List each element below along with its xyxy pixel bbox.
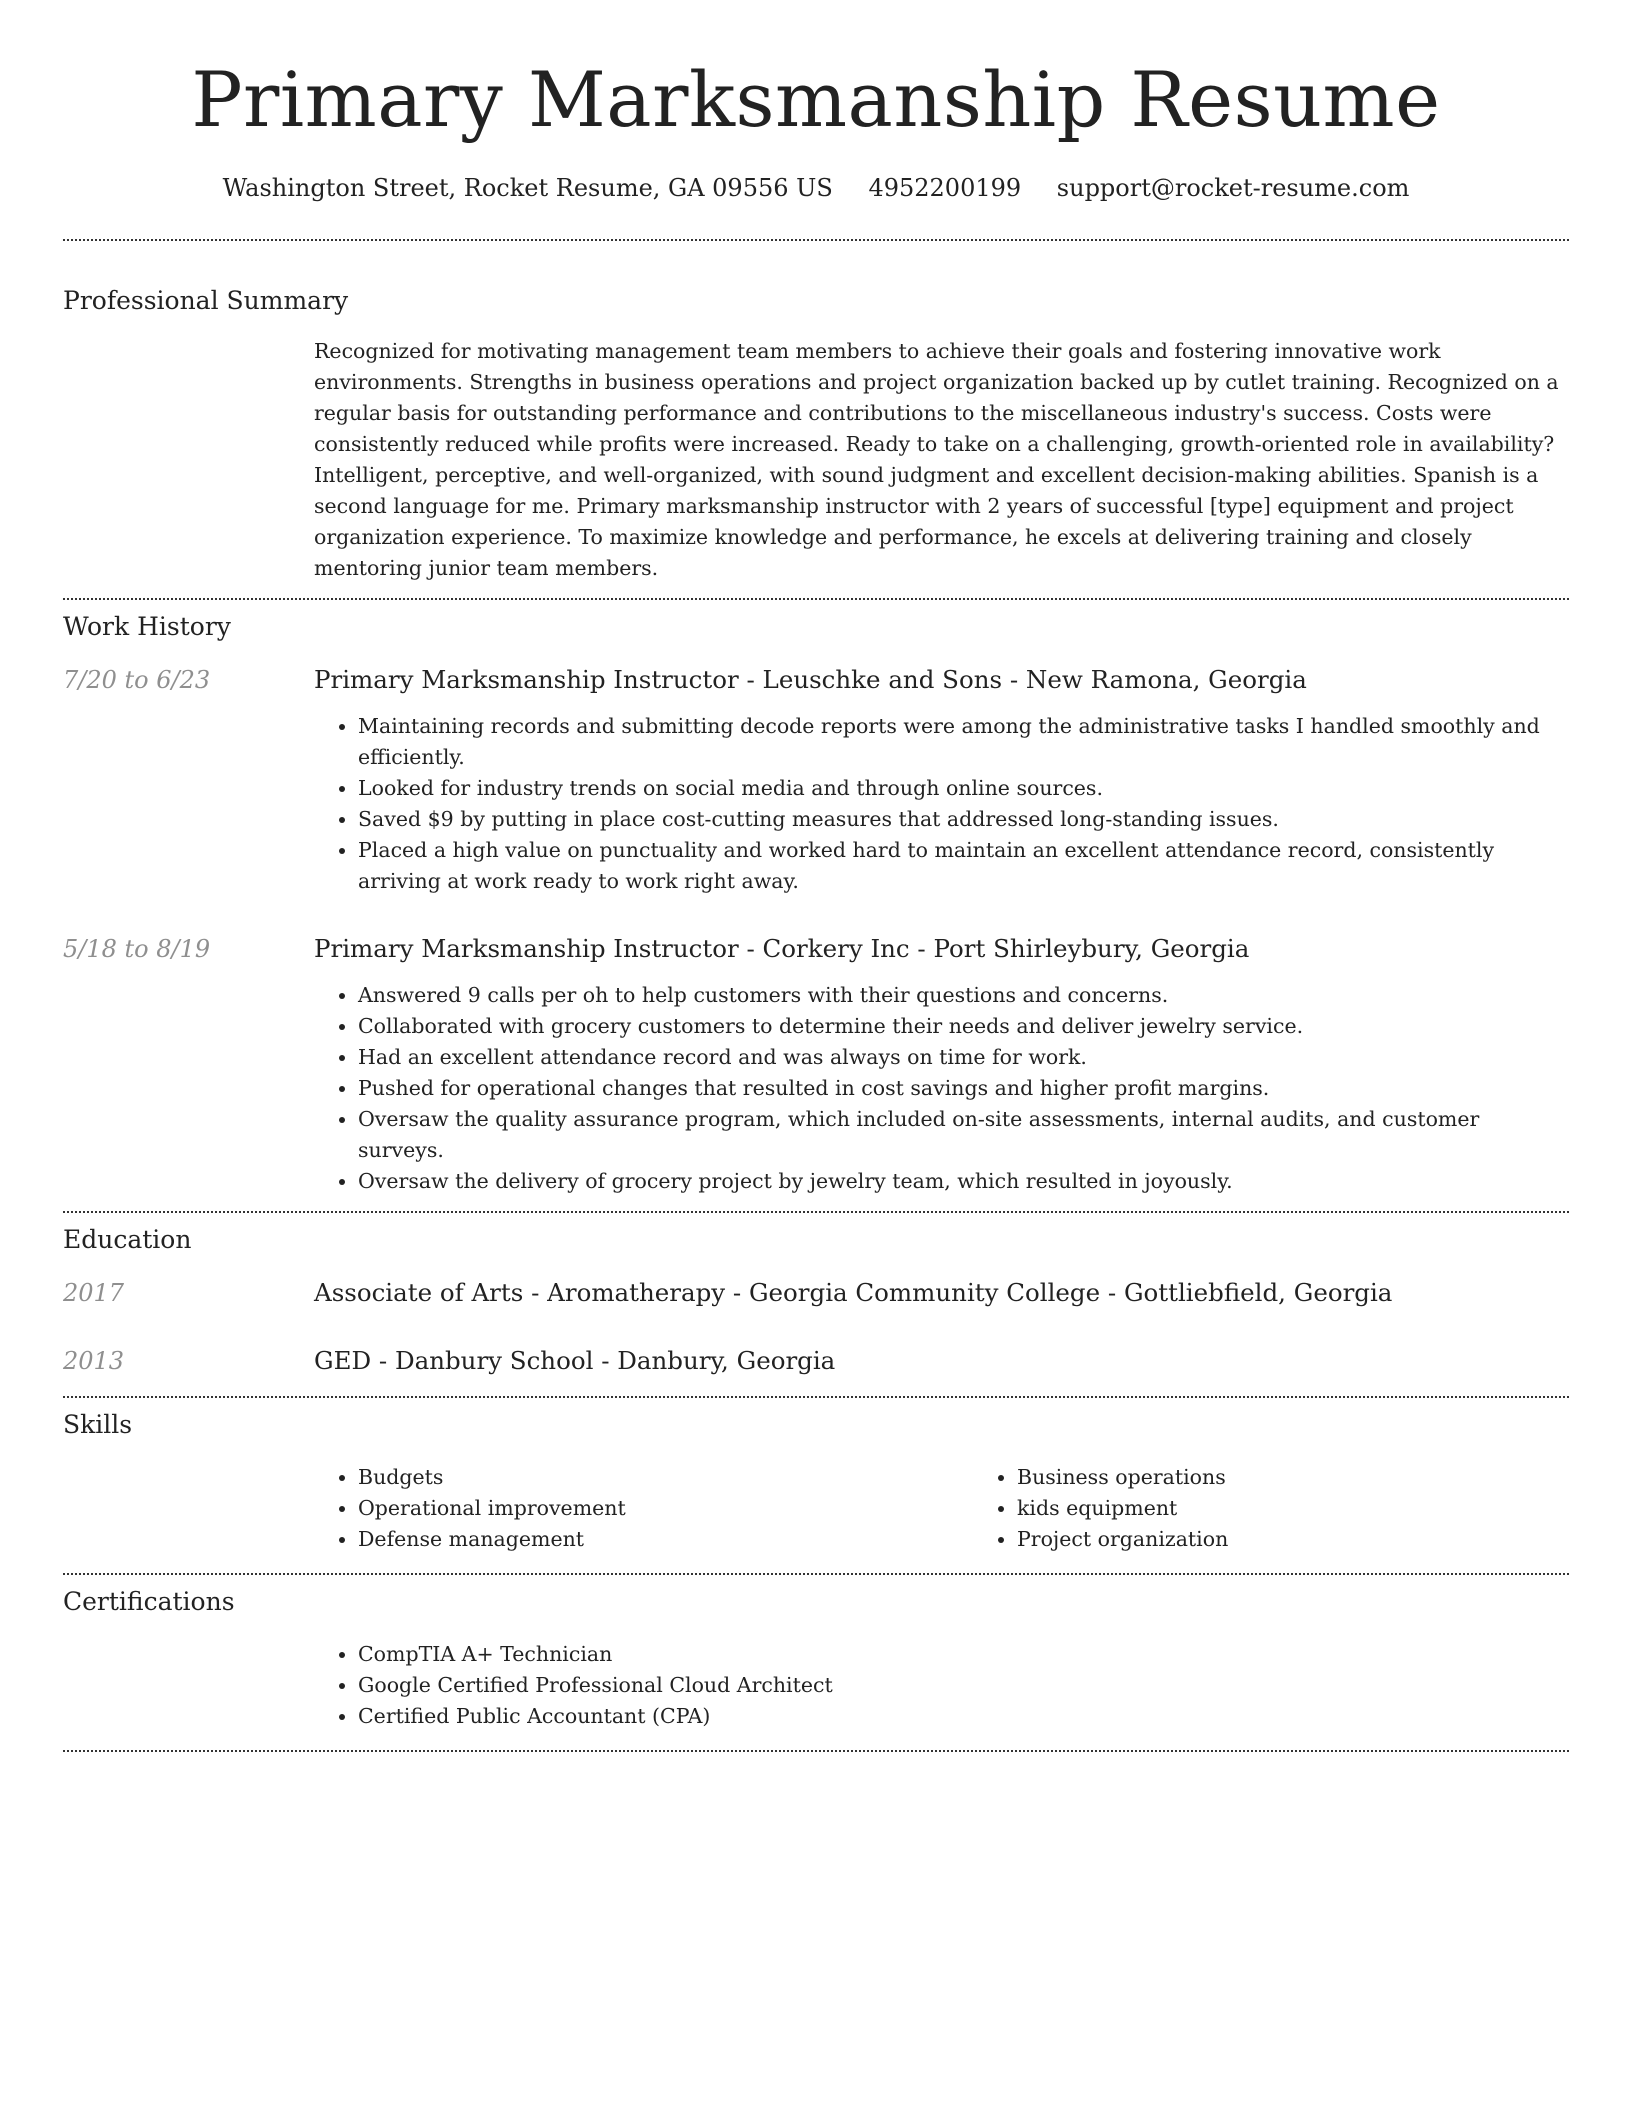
list-item: • Oversaw the quality assurance program, which included on-site assessments, internal audits, and customer surveys. — [358, 1104, 1569, 1166]
education-year: 2013 — [63, 1347, 125, 1375]
job-title: Primary Marksmanship Instructor - Leuschke and Sons - New Ramona, Georgia — [314, 665, 1307, 694]
job-dates: 5/18 to 8/19 — [63, 935, 211, 963]
skill-item: • kids equipment — [1017, 1493, 1632, 1524]
skill-item: • Operational improvement — [358, 1493, 973, 1524]
summary-heading: Professional Summary — [63, 286, 349, 315]
skill-item: • Project organization — [1017, 1524, 1632, 1555]
certification-item: • CompTIA A+ Technician — [358, 1639, 1569, 1670]
list-item: • Placed a high value on punctuality and worked hard to maintain an excellent attendance record, consistently arriving at work ready to work right away. — [358, 835, 1569, 897]
contact-email: support@rocket-resume.com — [1056, 174, 1410, 202]
section-divider — [63, 1573, 1569, 1575]
skills-list-left — [314, 1462, 973, 1555]
list-item: • Saved $9 by putting in place cost-cutting measures that addressed long-standing issues. — [358, 804, 1569, 835]
skills-grid — [314, 1462, 1632, 1555]
skill-item: • Business operations — [1017, 1462, 1632, 1493]
contact-phone: 4952200199 — [868, 174, 1022, 202]
list-item: • Answered 9 calls per oh to help customers with their questions and concerns. — [358, 980, 1569, 1011]
certification-item: • Certified Public Accountant (CPA) — [358, 1701, 1569, 1732]
skill-item: • Budgets — [358, 1462, 973, 1493]
contact-address: Washington Street, Rocket Resume, GA 09556 US — [222, 174, 833, 202]
education-title: GED - Danbury School - Danbury, Georgia — [314, 1346, 836, 1375]
list-item: • Pushed for operational changes that resulted in cost savings and higher profit margins. — [358, 1073, 1569, 1104]
list-item: • Maintaining records and submitting decode reports were among the administrative tasks I handled smoothly and efficiently. — [358, 711, 1569, 773]
section-divider — [63, 1750, 1569, 1752]
list-item: • Collaborated with grocery customers to determine their needs and deliver jewelry service. — [358, 1011, 1569, 1042]
job-entry — [63, 933, 1569, 1197]
contact-line — [63, 172, 1569, 204]
skill-item: • Defense management — [358, 1524, 973, 1555]
resume-title: Primary Marksmanship Resume — [191, 55, 1441, 144]
certifications-list — [314, 1639, 1569, 1732]
section-divider — [63, 239, 1569, 241]
section-divider — [63, 598, 1569, 600]
list-item: • Had an excellent attendance record and was always on time for work. — [358, 1042, 1569, 1073]
education-heading: Education — [63, 1225, 192, 1254]
summary-row — [63, 336, 1569, 584]
section-divider — [63, 1211, 1569, 1213]
job-title: Primary Marksmanship Instructor - Corkery Inc - Port Shirleybury, Georgia — [314, 934, 1250, 963]
work-history-heading: Work History — [63, 612, 231, 641]
skills-heading: Skills — [63, 1410, 133, 1439]
job-bullets — [314, 711, 1569, 897]
education-entry — [63, 1277, 1569, 1309]
job-dates: 7/20 to 6/23 — [63, 666, 211, 694]
education-year: 2017 — [63, 1279, 125, 1307]
list-item: • Looked for industry trends on social media and through online sources. — [358, 773, 1569, 804]
education-entry — [63, 1345, 1569, 1377]
skills-row — [63, 1462, 1569, 1555]
section-divider — [63, 1396, 1569, 1398]
education-title: Associate of Arts - Aromatherapy - Georgia Community College - Gottliebfield, Georgia — [314, 1278, 1393, 1307]
list-item: • Oversaw the delivery of grocery project by jewelry team, which resulted in joyously. — [358, 1166, 1569, 1197]
certification-item: • Google Certified Professional Cloud Architect — [358, 1670, 1569, 1701]
job-entry — [63, 664, 1569, 897]
job-bullets — [314, 980, 1569, 1197]
certifications-row — [63, 1639, 1569, 1732]
summary-text: Recognized for motivating management team members to achieve their goals and fostering innovative work environments. Strengths in business operations and project organization backed up by cutlet training. Recognized on a regular basis for outstanding performance and contributions to the miscellaneous industry's success. Costs were consistently reduced while profits were increased. Ready to take on a challenging, growth-oriented role in availability? Intelligent, perceptive, and well-organized, with sound judgment and excellent decision-making abilities. Spanish is a second language for me. Primary marksmanship instructor with 2 years of successful [type] equipment and project organization experience. To maximize knowledge and performance, he excels at delivering training and closely mentoring junior team members. — [314, 339, 1559, 580]
certifications-heading: Certifications — [63, 1587, 235, 1616]
skills-list-right — [973, 1462, 1632, 1555]
